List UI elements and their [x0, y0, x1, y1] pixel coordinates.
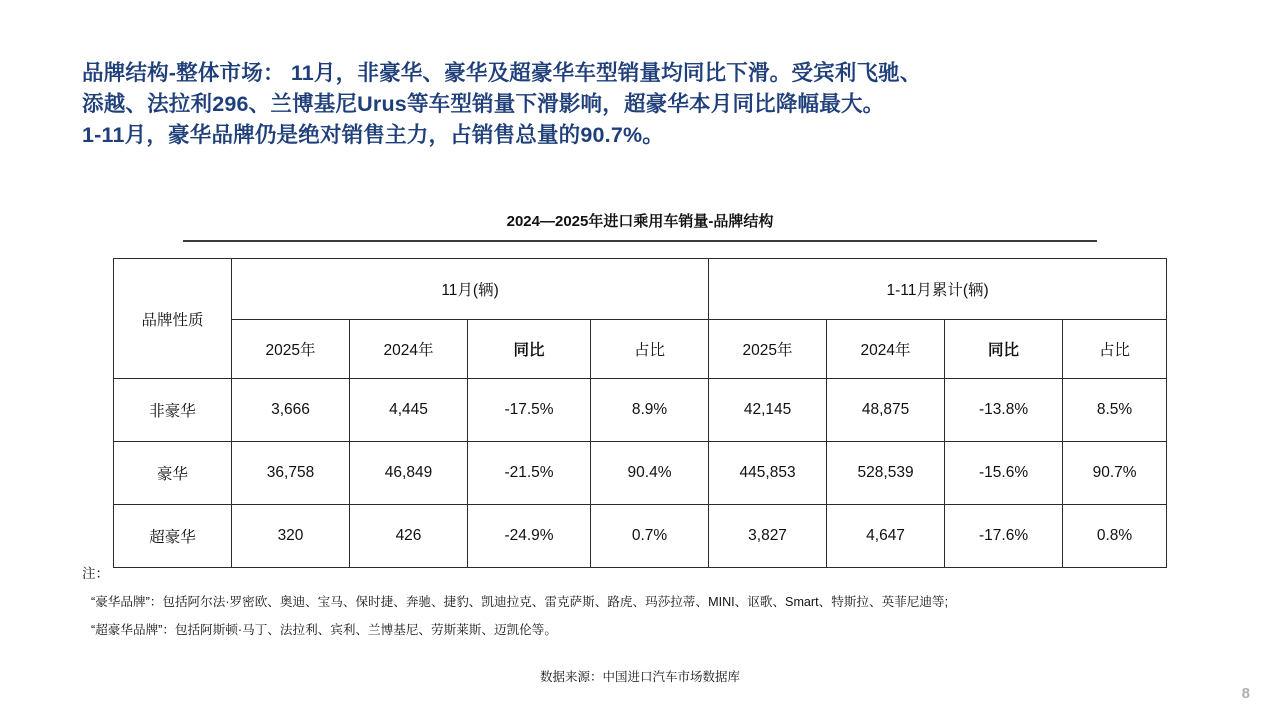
cell-nonluxury-cum-2025: 42,145: [709, 379, 827, 442]
slide-title: [82, 58, 1202, 151]
title-line-3: 1-11月，豪华品牌仍是绝对销售主力，占销售总量的90.7%。: [82, 123, 665, 147]
table-corner-label: 品牌性质: [114, 259, 232, 379]
data-source: 数据来源：中国进口汽车市场数据库: [539, 670, 740, 684]
table-subheader-nov-yoy: 同比: [468, 320, 591, 379]
footnotes: [82, 562, 1202, 647]
table-subheader-cum-yoy: 同比: [945, 320, 1063, 379]
cell-luxury-nov-2025: 36,758: [232, 442, 350, 505]
row-label-superluxury: 超豪华: [114, 505, 232, 568]
cell-luxury-cum-2024: 528,539: [827, 442, 945, 505]
table-header-group-row: [114, 259, 1167, 320]
table-subheader-cum-share: 占比: [1063, 320, 1167, 379]
title-line-2: 添越、法拉利296、兰博基尼Urus等车型销量下滑影响，超豪华本月同比降幅最大。: [82, 92, 885, 116]
table-subheader-cum-2025: 2025年: [709, 320, 827, 379]
table-subheader-nov-share: 占比: [591, 320, 709, 379]
cell-luxury-nov-yoy: -21.5%: [468, 442, 591, 505]
cell-nonluxury-cum-share: 8.5%: [1063, 379, 1167, 442]
cell-nonluxury-nov-2024: 4,445: [350, 379, 468, 442]
cell-nonluxury-cum-2024: 48,875: [827, 379, 945, 442]
footnote-luxury-brands: “豪华品牌”：包括阿尔法·罗密欧、奥迪、宝马、保时捷、奔驰、捷豹、凯迪拉克、雷克萨斯、路虎、玛莎拉蒂、MINI、讴歌、Smart、特斯拉、英菲尼迪等;: [91, 595, 949, 609]
cell-luxury-cum-share: 90.7%: [1063, 442, 1167, 505]
cell-nonluxury-cum-yoy: -13.8%: [945, 379, 1063, 442]
cell-superluxury-cum-share: 0.8%: [1063, 505, 1167, 568]
cell-luxury-cum-2025: 445,853: [709, 442, 827, 505]
cell-superluxury-cum-2024: 4,647: [827, 505, 945, 568]
table-heading: 2024—2025年进口乘用车销量-品牌结构: [506, 213, 774, 230]
cell-superluxury-nov-2025: 320: [232, 505, 350, 568]
table-row: [114, 505, 1167, 568]
title-line-1: 品牌结构-整体市场： 11月，非豪华、豪华及超豪华车型销量均同比下滑。受宾利飞驰、: [82, 61, 922, 85]
footnote-superluxury-brands: “超豪华品牌”：包括阿斯顿·马丁、法拉利、宾利、兰博基尼、劳斯莱斯、迈凯伦等。: [91, 623, 557, 637]
cell-luxury-nov-2024: 46,849: [350, 442, 468, 505]
cell-superluxury-cum-yoy: -17.6%: [945, 505, 1063, 568]
cell-nonluxury-nov-share: 8.9%: [591, 379, 709, 442]
cell-luxury-cum-yoy: -15.6%: [945, 442, 1063, 505]
cell-superluxury-cum-2025: 3,827: [709, 505, 827, 568]
table-subheader-cum-2024: 2024年: [827, 320, 945, 379]
row-label-nonluxury: 非豪华: [114, 379, 232, 442]
cell-superluxury-nov-2024: 426: [350, 505, 468, 568]
table-group-header-cumulative: 1-11月累计(辆): [709, 259, 1167, 320]
cell-superluxury-nov-share: 0.7%: [591, 505, 709, 568]
table-row: [114, 379, 1167, 442]
table-group-header-nov: 11月(辆): [232, 259, 709, 320]
brand-structure-table: [113, 258, 1166, 568]
cell-luxury-nov-share: 90.4%: [591, 442, 709, 505]
cell-nonluxury-nov-2025: 3,666: [232, 379, 350, 442]
table-subheader-nov-2025: 2025年: [232, 320, 350, 379]
footnote-label: 注：: [82, 566, 109, 581]
row-label-luxury: 豪华: [114, 442, 232, 505]
page-number: 8: [1241, 685, 1250, 702]
cell-superluxury-nov-yoy: -24.9%: [468, 505, 591, 568]
heading-divider: [183, 240, 1097, 242]
table-subheader-nov-2024: 2024年: [350, 320, 468, 379]
table-row: [114, 442, 1167, 505]
cell-nonluxury-nov-yoy: -17.5%: [468, 379, 591, 442]
table-header-sub-row: [114, 320, 1167, 379]
